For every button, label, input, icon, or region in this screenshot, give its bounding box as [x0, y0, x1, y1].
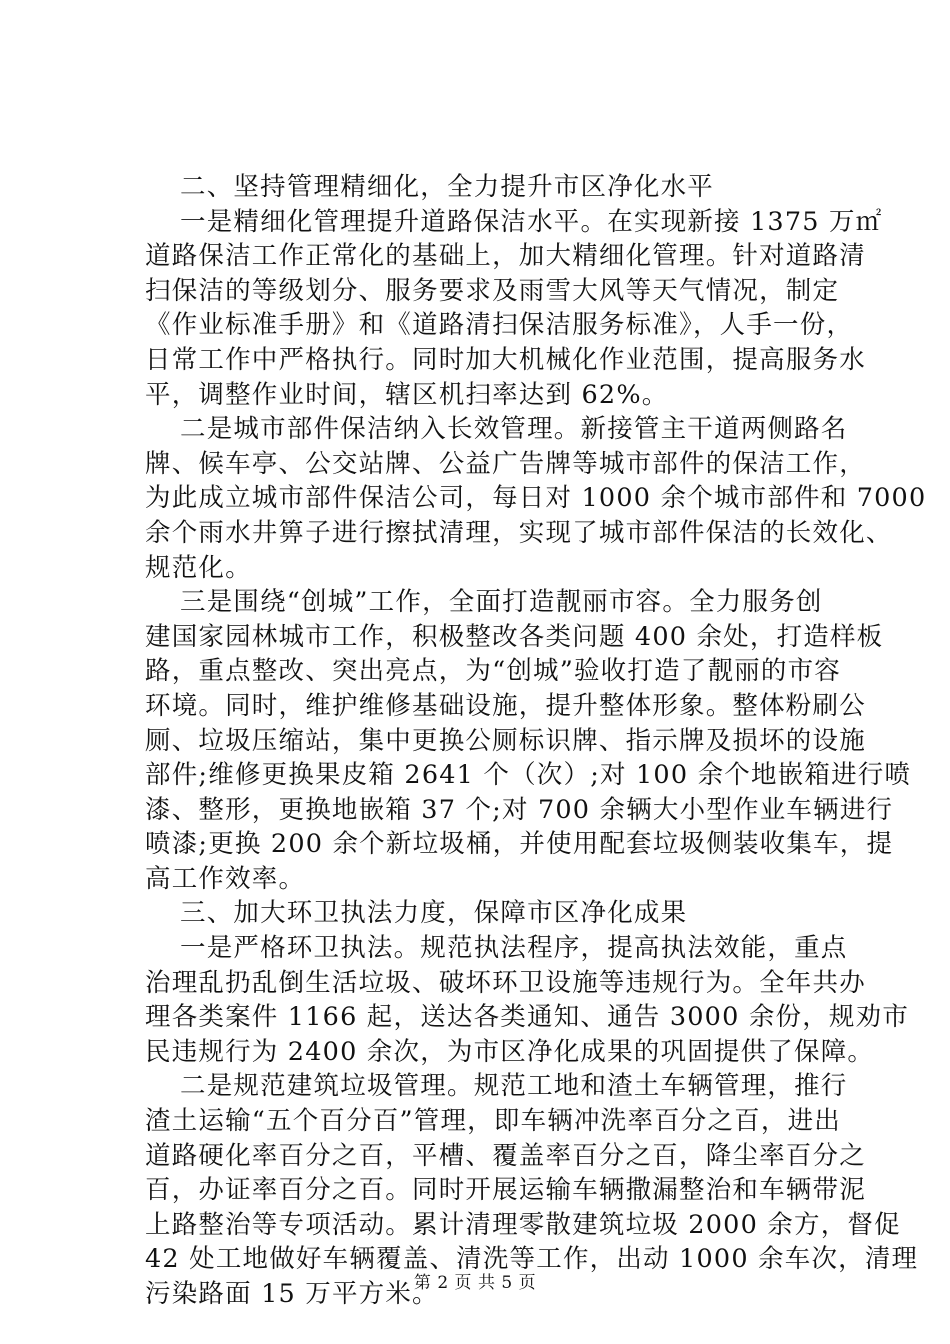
text-line: 上路整治等专项活动。累计清理零散建筑垃圾 2000 余方，督促 — [145, 1209, 901, 1240]
text-line: 路，重点整改、突出亮点，为“创城”验收打造了靓丽的市容 — [145, 656, 841, 687]
text-line: 部件;维修更换果皮箱 2641 个（次）;对 100 余个地嵌箱进行喷 — [145, 760, 912, 791]
text-line: 二、坚持管理精细化，全力提升市区净化水平 — [180, 172, 715, 202]
text-line: 三是围绕“创城”工作，全面打造靓丽市容。全力服务创 — [180, 587, 823, 618]
text-line: 百，办证率百分之百。同时开展运输车辆撒漏整治和车辆带泥 — [145, 1175, 866, 1206]
text-line: 高工作效率。 — [145, 863, 306, 894]
text-line: 扫保洁的等级划分、服务要求及雨雪大风等天气情况，制定 — [145, 275, 840, 306]
text-line: 一是严格环卫执法。规范执法程序，提高执法效能，重点 — [180, 933, 848, 964]
text-line: 规范化。 — [145, 552, 252, 583]
text-line: 建国家园林城市工作，积极整改各类问题 400 余处，打造样板 — [145, 621, 884, 652]
text-line: 三、加大环卫执法力度，保障市区净化成果 — [180, 898, 688, 929]
text-line: 治理乱扔乱倒生活垃圾、破坏环卫设施等违规行为。全年共办 — [145, 967, 866, 998]
text-line: 日常工作中严格执行。同时加大机械化作业范围，提高服务水 — [145, 344, 866, 375]
text-line: 《作业标准手册》和《道路清扫保洁服务标准》，人手一份， — [145, 310, 854, 341]
text-line: 道路硬化率百分之百，平槽、覆盖率百分之百，降尘率百分之 — [145, 1140, 866, 1171]
text-line: 一是精细化管理提升道路保洁水平。在实现新接 1375 万㎡ — [180, 206, 883, 237]
text-line: 喷漆;更换 200 余个新垃圾桶，并使用配套垃圾侧装收集车，提 — [145, 829, 894, 860]
text-line: 平，调整作业时间，辖区机扫率达到 62%。 — [145, 379, 669, 410]
text-line: 42 处工地做好车辆覆盖、清洗等工作，出动 1000 余车次，清理 — [145, 1244, 919, 1275]
text-line: 道路保洁工作正常化的基础上，加大精细化管理。针对道路清 — [145, 241, 866, 272]
text-line: 环境。同时，维护维修基础设施，提升整体形象。整体粉刷公 — [145, 690, 866, 721]
document-body — [145, 170, 927, 1312]
text-line: 民违规行为 2400 余次，为市区净化成果的巩固提供了保障。 — [145, 1036, 875, 1067]
text-line: 污染路面 15 万平方米。 — [145, 1279, 439, 1309]
text-line: 为此成立城市部件保洁公司，每日对 1000 余个城市部件和 7000 — [145, 483, 927, 514]
page-footer: 第 2 页 共 5 页 — [413, 1273, 537, 1293]
text-line: 理各类案件 1166 起，送达各类通知、通告 3000 余份，规劝市 — [145, 1002, 910, 1033]
text-line: 二是城市部件保洁纳入长效管理。新接管主干道两侧路名 — [180, 414, 848, 445]
text-line: 牌、候车亭、公交站牌、公益广告牌等城市部件的保洁工作， — [145, 448, 866, 479]
text-line: 余个雨水井箅子进行擦拭清理，实现了城市部件保洁的长效化、 — [145, 517, 893, 548]
text-line: 漆、整形，更换地嵌箱 37 个;对 700 余辆大小型作业车辆进行 — [145, 794, 894, 825]
text-line: 渣土运输“五个百分百”管理，即车辆冲洗率百分之百，进出 — [145, 1106, 841, 1137]
text-line: 厕、垃圾压缩站，集中更换公厕标识牌、指示牌及损坏的设施 — [145, 725, 866, 756]
text-line: 二是规范建筑垃圾管理。规范工地和渣土车辆管理，推行 — [180, 1071, 848, 1102]
